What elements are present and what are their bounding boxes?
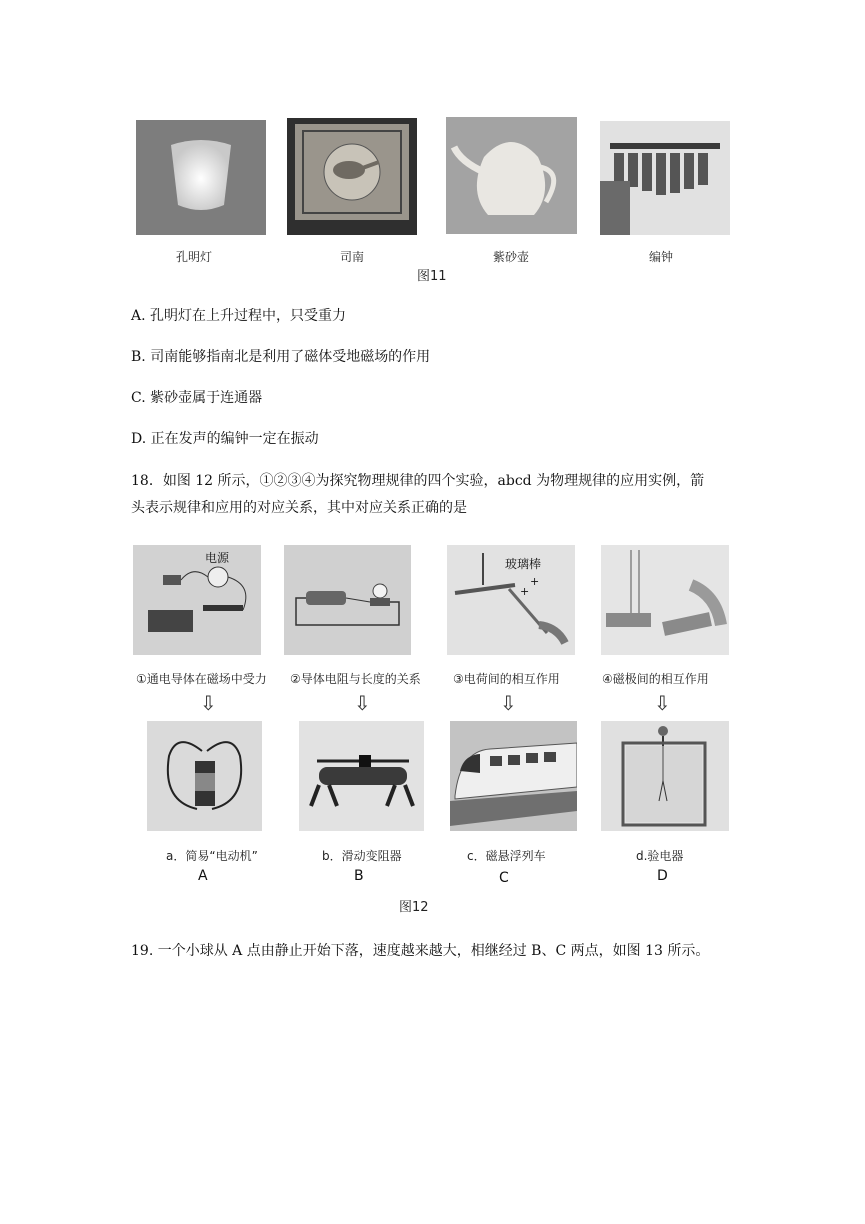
down-arrow-icon: ⇩ xyxy=(200,691,217,715)
down-arrow-icon: ⇩ xyxy=(500,691,517,715)
caption-bells: 编钟 xyxy=(649,250,674,264)
plus-sign-2: + xyxy=(520,585,530,598)
application-c-caption: c．磁悬浮列车 xyxy=(467,849,546,863)
application-a-caption: a．简易“电动机” xyxy=(166,849,258,863)
choice-letter-d: D xyxy=(657,868,668,884)
experiment-2-photo xyxy=(284,545,411,655)
application-d-caption: d.验电器 xyxy=(636,849,684,863)
experiment-3-caption: ③电荷间的相互作用 xyxy=(453,672,560,686)
application-b-caption: b．滑动变阻器 xyxy=(322,849,402,863)
power-label: 电源 xyxy=(205,551,230,565)
experiment-1-caption: ①通电导体在磁场中受力 xyxy=(136,672,267,686)
option-c: C. 紫砂壶属于连通器 xyxy=(131,390,263,406)
question-19: 19. 一个小球从 A 点由静止开始下落，速度越来越大，相继经过 B、C 两点，如图 13 所示。 xyxy=(131,943,710,959)
choice-letter-b: B xyxy=(354,868,364,884)
option-a: A. 孔明灯在上升过程中，只受重力 xyxy=(131,308,347,324)
question-18-line1: 18．如图 12 所示，①②③④为探究物理规律的四个实验，abcd 为物理规律的应用实例，箭 xyxy=(131,473,705,489)
rheostat-photo xyxy=(299,721,424,831)
plus-sign-1: + xyxy=(530,575,540,588)
choice-letter-c: C xyxy=(499,870,509,886)
motor-photo xyxy=(147,721,262,831)
experiment-1-photo xyxy=(133,545,261,655)
experiment-4-caption: ④磁极间的相互作用 xyxy=(602,672,709,686)
electroscope-photo xyxy=(601,721,729,831)
down-arrow-icon: ⇩ xyxy=(654,691,671,715)
figure-11-label: 图11 xyxy=(417,269,447,284)
option-d: D. 正在发声的编钟一定在振动 xyxy=(131,431,319,447)
caption-compass: 司南 xyxy=(340,250,365,264)
down-arrow-icon: ⇩ xyxy=(354,691,371,715)
maglev-train-photo xyxy=(450,721,577,831)
caption-teapot: 紫砂壶 xyxy=(493,250,530,264)
teapot-photo xyxy=(446,117,577,234)
option-b: B. 司南能够指南北是利用了磁体受地磁场的作用 xyxy=(131,349,431,365)
caption-lantern: 孔明灯 xyxy=(176,250,213,264)
experiment-3-photo xyxy=(447,545,575,655)
glass-rod-label: 玻璃棒 xyxy=(505,557,542,571)
lantern-photo xyxy=(136,120,266,235)
question-18-line2: 头表示规律和应用的对应关系，其中对应关系正确的是 xyxy=(131,500,467,516)
bells-photo xyxy=(600,121,730,235)
compass-photo xyxy=(287,118,417,235)
figure-12-label: 图12 xyxy=(399,900,429,915)
choice-letter-a: A xyxy=(198,868,208,884)
experiment-2-caption: ②导体电阻与长度的关系 xyxy=(290,672,421,686)
experiment-4-photo xyxy=(601,545,729,655)
